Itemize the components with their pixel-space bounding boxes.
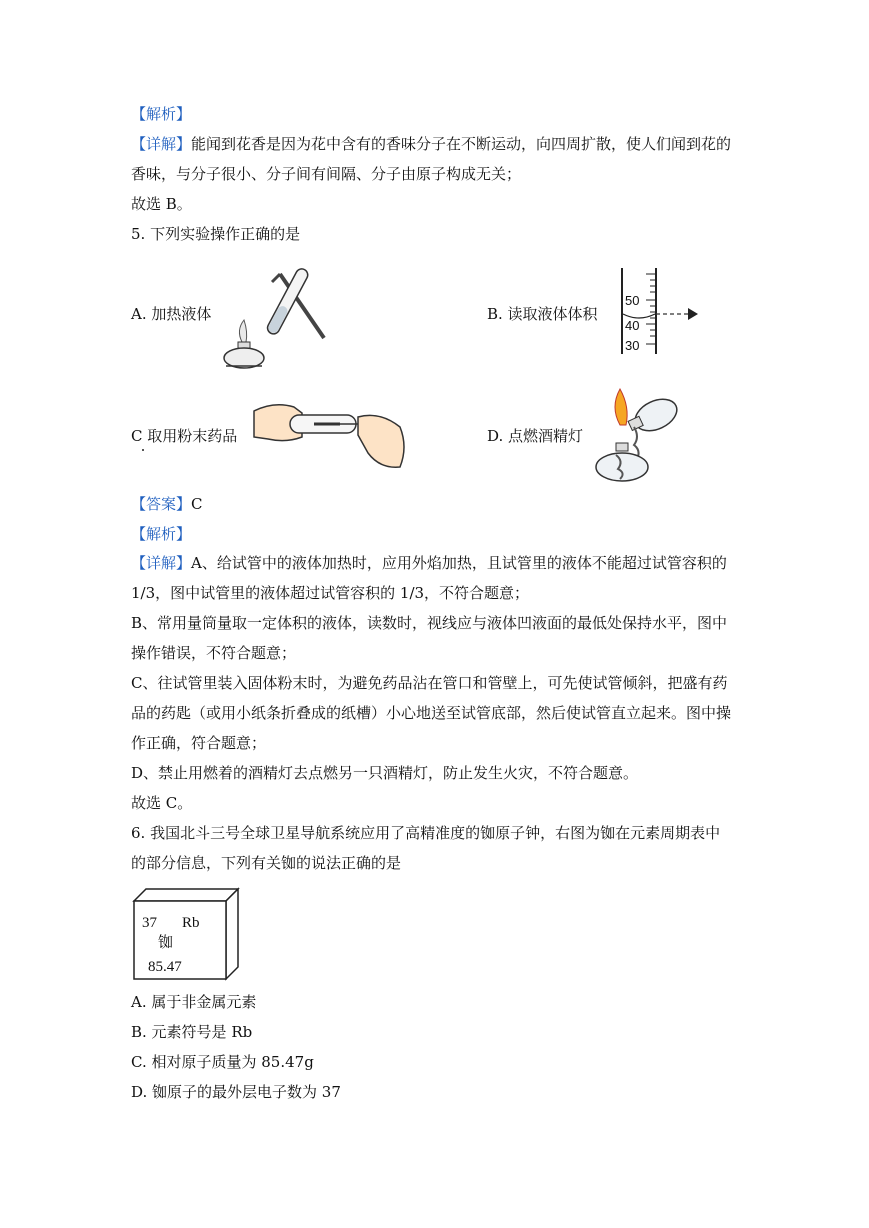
q5-option-d: D. 点燃酒精灯 <box>487 427 584 445</box>
detail-tag: 【详解】 <box>131 554 192 572</box>
q5-answer-line <box>131 493 203 515</box>
taking-powder-figure <box>250 397 412 473</box>
answer-value: C <box>191 495 203 513</box>
cylinder-mark-50: 50 <box>625 293 640 308</box>
heating-liquid-figure <box>212 262 334 374</box>
cylinder-mark-40: 40 <box>625 318 640 333</box>
detail-line: D、禁止用燃着的酒精灯去点燃另一只酒精灯，防止发生火灾，不符合题意。 <box>131 764 639 782</box>
choice-line: 故选 B。 <box>131 195 192 213</box>
q6-option-d: D. 铷原子的最外层电子数为 37 <box>131 1083 341 1101</box>
detail-line: 操作错误，不符合题意； <box>131 644 297 662</box>
detail-line: 作正确，符合题意； <box>131 734 267 752</box>
analysis-tag: 【解析】 <box>131 525 192 543</box>
q6-option-b: B. 元素符号是 Rb <box>131 1023 253 1041</box>
detail-tag: 【详解】 <box>131 135 192 153</box>
detail-line: 1/3，图中试管里的液体超过试管容积的 1/3，不符合题意； <box>131 584 530 602</box>
question-5-stem: 5. 下列实验操作正确的是 <box>131 225 301 243</box>
q5-option-b: B. 读取液体体积 <box>487 305 598 323</box>
stray-dot <box>142 449 144 451</box>
detail-line <box>131 552 727 574</box>
question-6-stem-line: 6. 我国北斗三号全球卫星导航系统应用了高精准度的铷原子钟，右图为铷在元素周期表中 <box>131 824 721 842</box>
lighting-lamp-figure <box>590 385 694 485</box>
analysis-tag: 【解析】 <box>131 105 192 123</box>
q6-option-c: C. 相对原子质量为 85.47g <box>131 1053 314 1071</box>
element-cell-rb <box>132 887 242 982</box>
element-name: 铷 <box>158 933 174 951</box>
element-symbol: Rb <box>182 915 200 931</box>
detail-text: 能闻到花香是因为花中含有的香味分子在不断运动，向四周扩散，使人们闻到花的 <box>191 135 732 153</box>
detail-line: 品的药匙（或用小纸条折叠成的纸槽）小心地送至试管底部，然后使试管直立起来。图中操 <box>131 704 732 722</box>
choice-line: 故选 C。 <box>131 794 193 812</box>
q6-option-a: A. 属于非金属元素 <box>131 993 257 1011</box>
question-6-stem-line: 的部分信息，下列有关铷的说法正确的是 <box>131 854 402 872</box>
q5-option-a: A. 加热液体 <box>131 305 212 323</box>
reading-volume-figure <box>616 264 716 358</box>
detail-line: 香味，与分子很小、分子间有间隔、分子由原子构成无关； <box>131 165 522 183</box>
q5-option-c: C 取用粉末药品 <box>131 427 238 445</box>
atomic-mass: 85.47 <box>148 959 182 975</box>
answer-tag: 【答案】 <box>131 495 192 513</box>
detail-line: C、往试管里装入固体粉末时，为避免药品沾在管口和管壁上，可先使试管倾斜，把盛有药 <box>131 674 728 692</box>
detail-line: B、常用量筒量取一定体积的液体，读数时，视线应与液体凹液面的最低处保持水平，图中 <box>131 614 728 632</box>
detail-text: A、给试管中的液体加热时，应用外焰加热，且试管里的液体不能超过试管容积的 <box>191 554 727 572</box>
cylinder-mark-30: 30 <box>625 338 640 353</box>
atomic-number: 37 <box>142 915 157 931</box>
detail-line <box>131 133 731 155</box>
